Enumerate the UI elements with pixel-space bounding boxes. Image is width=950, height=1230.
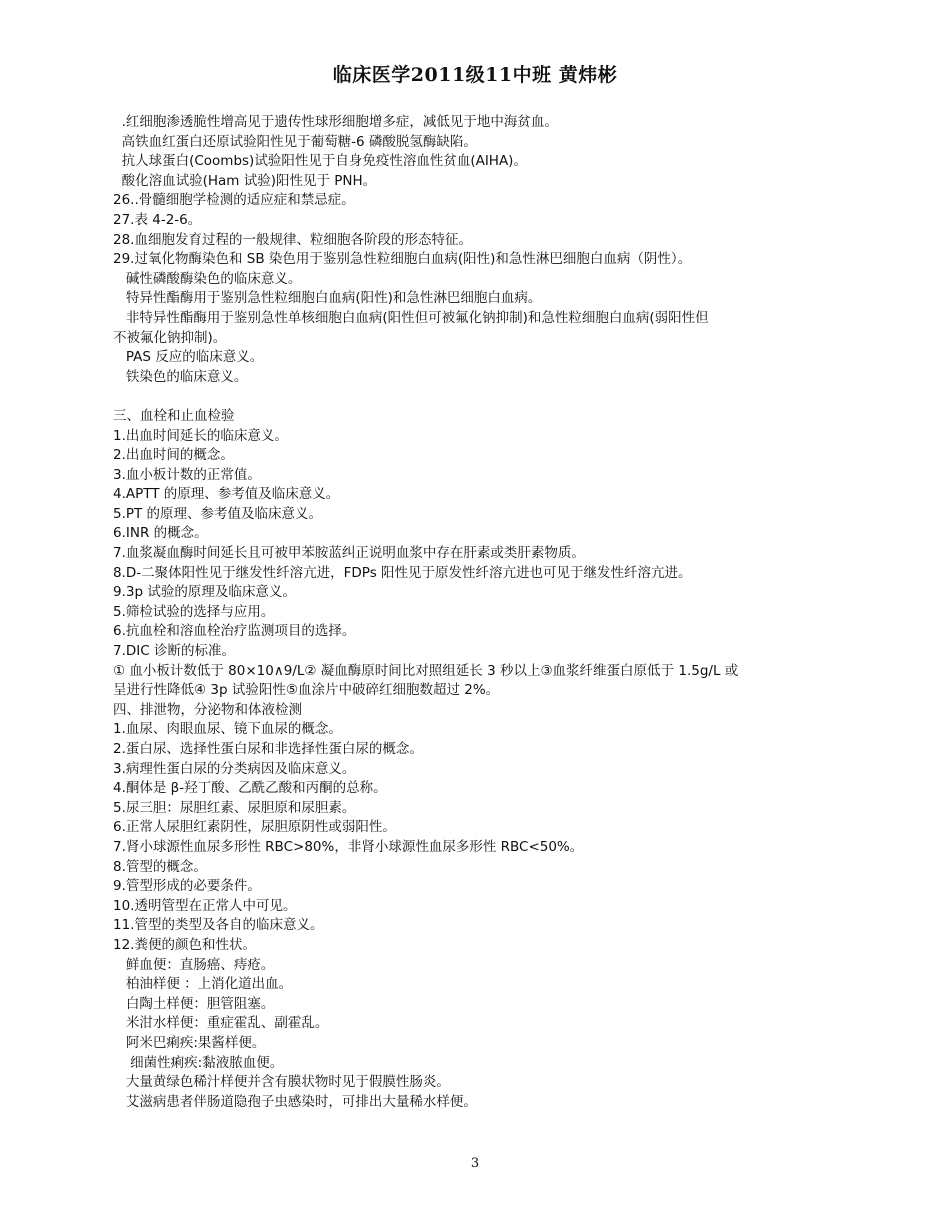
text-line: 艾滋病患者伴肠道隐孢子虫感染时，可排出大量稀水样便。 <box>113 1093 477 1110</box>
page-title: 临床医学2011级11中班 黄炜彬 <box>332 64 618 86</box>
text-line: 28.血细胞发育过程的一般规律、粒细胞各阶段的形态特征。 <box>113 231 472 248</box>
text-line: 6.抗血栓和溶血栓治疗监测项目的选择。 <box>113 623 356 640</box>
text-line: 8.D-二聚体阳性见于继发性纤溶亢进，FDPs 阳性见于原发性纤溶亢进也可见于继发性纤溶亢进。 <box>113 564 692 581</box>
text-line: 米泔水样便：重症霍乱、副霍乱。 <box>113 1015 329 1032</box>
text-line: 四、排泄物，分泌物和体液检测 <box>113 701 302 718</box>
text-line: 细菌性痢疾:黏液脓血便。 <box>113 1054 284 1071</box>
text-line: 呈进行性降低④ 3p 试验阳性⑤血涂片中破碎红细胞数超过 2%。 <box>113 682 500 699</box>
text-line: 1.血尿、肉眼血尿、镜下血尿的概念。 <box>113 721 342 738</box>
text-line: ① 血小板计数低于 80×10∧9/L② 凝血酶原时间比对照组延长 3 秒以上③血浆纤维蛋白原低于 1.5g/L 或 <box>113 662 739 679</box>
text-line: 9.管型形成的必要条件。 <box>113 878 261 895</box>
text-line: 不被氟化钠抑制)。 <box>113 329 227 346</box>
text-line: 4.酮体是 β-羟丁酸、乙酰乙酸和丙酮的总称。 <box>113 780 387 797</box>
text-line: 铁染色的临床意义。 <box>113 368 248 385</box>
text-line: 27.表 4-2-6。 <box>113 211 202 228</box>
text-line: 11.管型的类型及各自的临床意义。 <box>113 917 324 934</box>
text-line: 非特异性酯酶用于鉴别急性单核细胞白血病(阳性但可被氟化钠抑制)和急性粒细胞白血病(弱阳性但 <box>113 309 709 326</box>
text-line: 5.尿三胆：尿胆红素、尿胆原和尿胆素。 <box>113 799 356 816</box>
text-line: 5.筛检试验的选择与应用。 <box>113 603 275 620</box>
text-line: 3.病理性蛋白尿的分类病因及临床意义。 <box>113 760 356 777</box>
text-line: 高铁血红蛋白还原试验阳性见于葡萄糖-6 磷酸脱氢酶缺陷。 <box>113 133 477 150</box>
text-line: 白陶土样便：胆管阻塞。 <box>113 995 275 1012</box>
text-line: 8.管型的概念。 <box>113 858 207 875</box>
text-line: 2.出血时间的概念。 <box>113 447 234 464</box>
text-line: 26..骨髓细胞学检测的适应症和禁忌症。 <box>113 192 355 209</box>
text-line: PAS 反应的临床意义。 <box>113 349 264 366</box>
text-line: 9.3p 试验的原理及临床意义。 <box>113 584 296 601</box>
text-line: 29.过氧化物酶染色和 SB 染色用于鉴别急性粒细胞白血病(阳性)和急性淋巴细胞白血病（阴性）。 <box>113 251 692 268</box>
text-line: 1.出血时间延长的临床意义。 <box>113 427 288 444</box>
text-line: 5.PT 的原理、参考值及临床意义。 <box>113 505 323 522</box>
text-line: .红细胞渗透脆性增高见于遗传性球形细胞增多症，减低见于地中海贫血。 <box>113 114 558 130</box>
text-line: 酸化溶血试验(Ham 试验)阳性见于 PNH。 <box>113 172 377 189</box>
text-line: 3.血小板计数的正常值。 <box>113 466 261 483</box>
text-line: 12.粪便的颜色和性状。 <box>113 936 256 953</box>
text-line: 三、血栓和止血检验 <box>113 407 235 424</box>
text-line: 4.APTT 的原理、参考值及临床意义。 <box>113 486 340 503</box>
document-body <box>113 113 853 1112</box>
text-line: 碱性磷酸酶染色的临床意义。 <box>113 270 302 287</box>
blank-line <box>113 387 853 407</box>
text-line: 6.正常人尿胆红素阴性，尿胆原阴性或弱阳性。 <box>113 819 396 836</box>
text-line: 鲜血便：直肠癌、痔疮。 <box>113 956 275 973</box>
text-line: 6.INR 的概念。 <box>113 525 208 542</box>
text-line: 2.蛋白尿、选择性蛋白尿和非选择性蛋白尿的概念。 <box>113 741 423 757</box>
text-line: 阿米巴痢疾:果酱样便。 <box>113 1034 266 1051</box>
text-line: 抗人球蛋白(Coombs)试验阳性见于自身免疫性溶血性贫血(AIHA)。 <box>113 153 527 170</box>
text-line: 7.肾小球源性血尿多形性 RBC>80%，非肾小球源性血尿多形性 RBC<50%。 <box>113 838 584 855</box>
text-line: 10.透明管型在正常人中可见。 <box>113 897 297 914</box>
text-line: 特异性酯酶用于鉴别急性粒细胞白血病(阳性)和急性淋巴细胞白血病。 <box>113 290 542 307</box>
text-line: 大量黄绿色稀汁样便并含有膜状物时见于假膜性肠炎。 <box>113 1074 450 1091</box>
text-line: 7.血浆凝血酶时间延长且可被甲苯胺蓝纠正说明血浆中存在肝素或类肝素物质。 <box>113 545 585 562</box>
text-line: 7.DIC 诊断的标准。 <box>113 643 235 660</box>
page-number: 3 <box>470 1156 480 1171</box>
text-line: 柏油样便 ：上消化道出血。 <box>113 976 293 993</box>
